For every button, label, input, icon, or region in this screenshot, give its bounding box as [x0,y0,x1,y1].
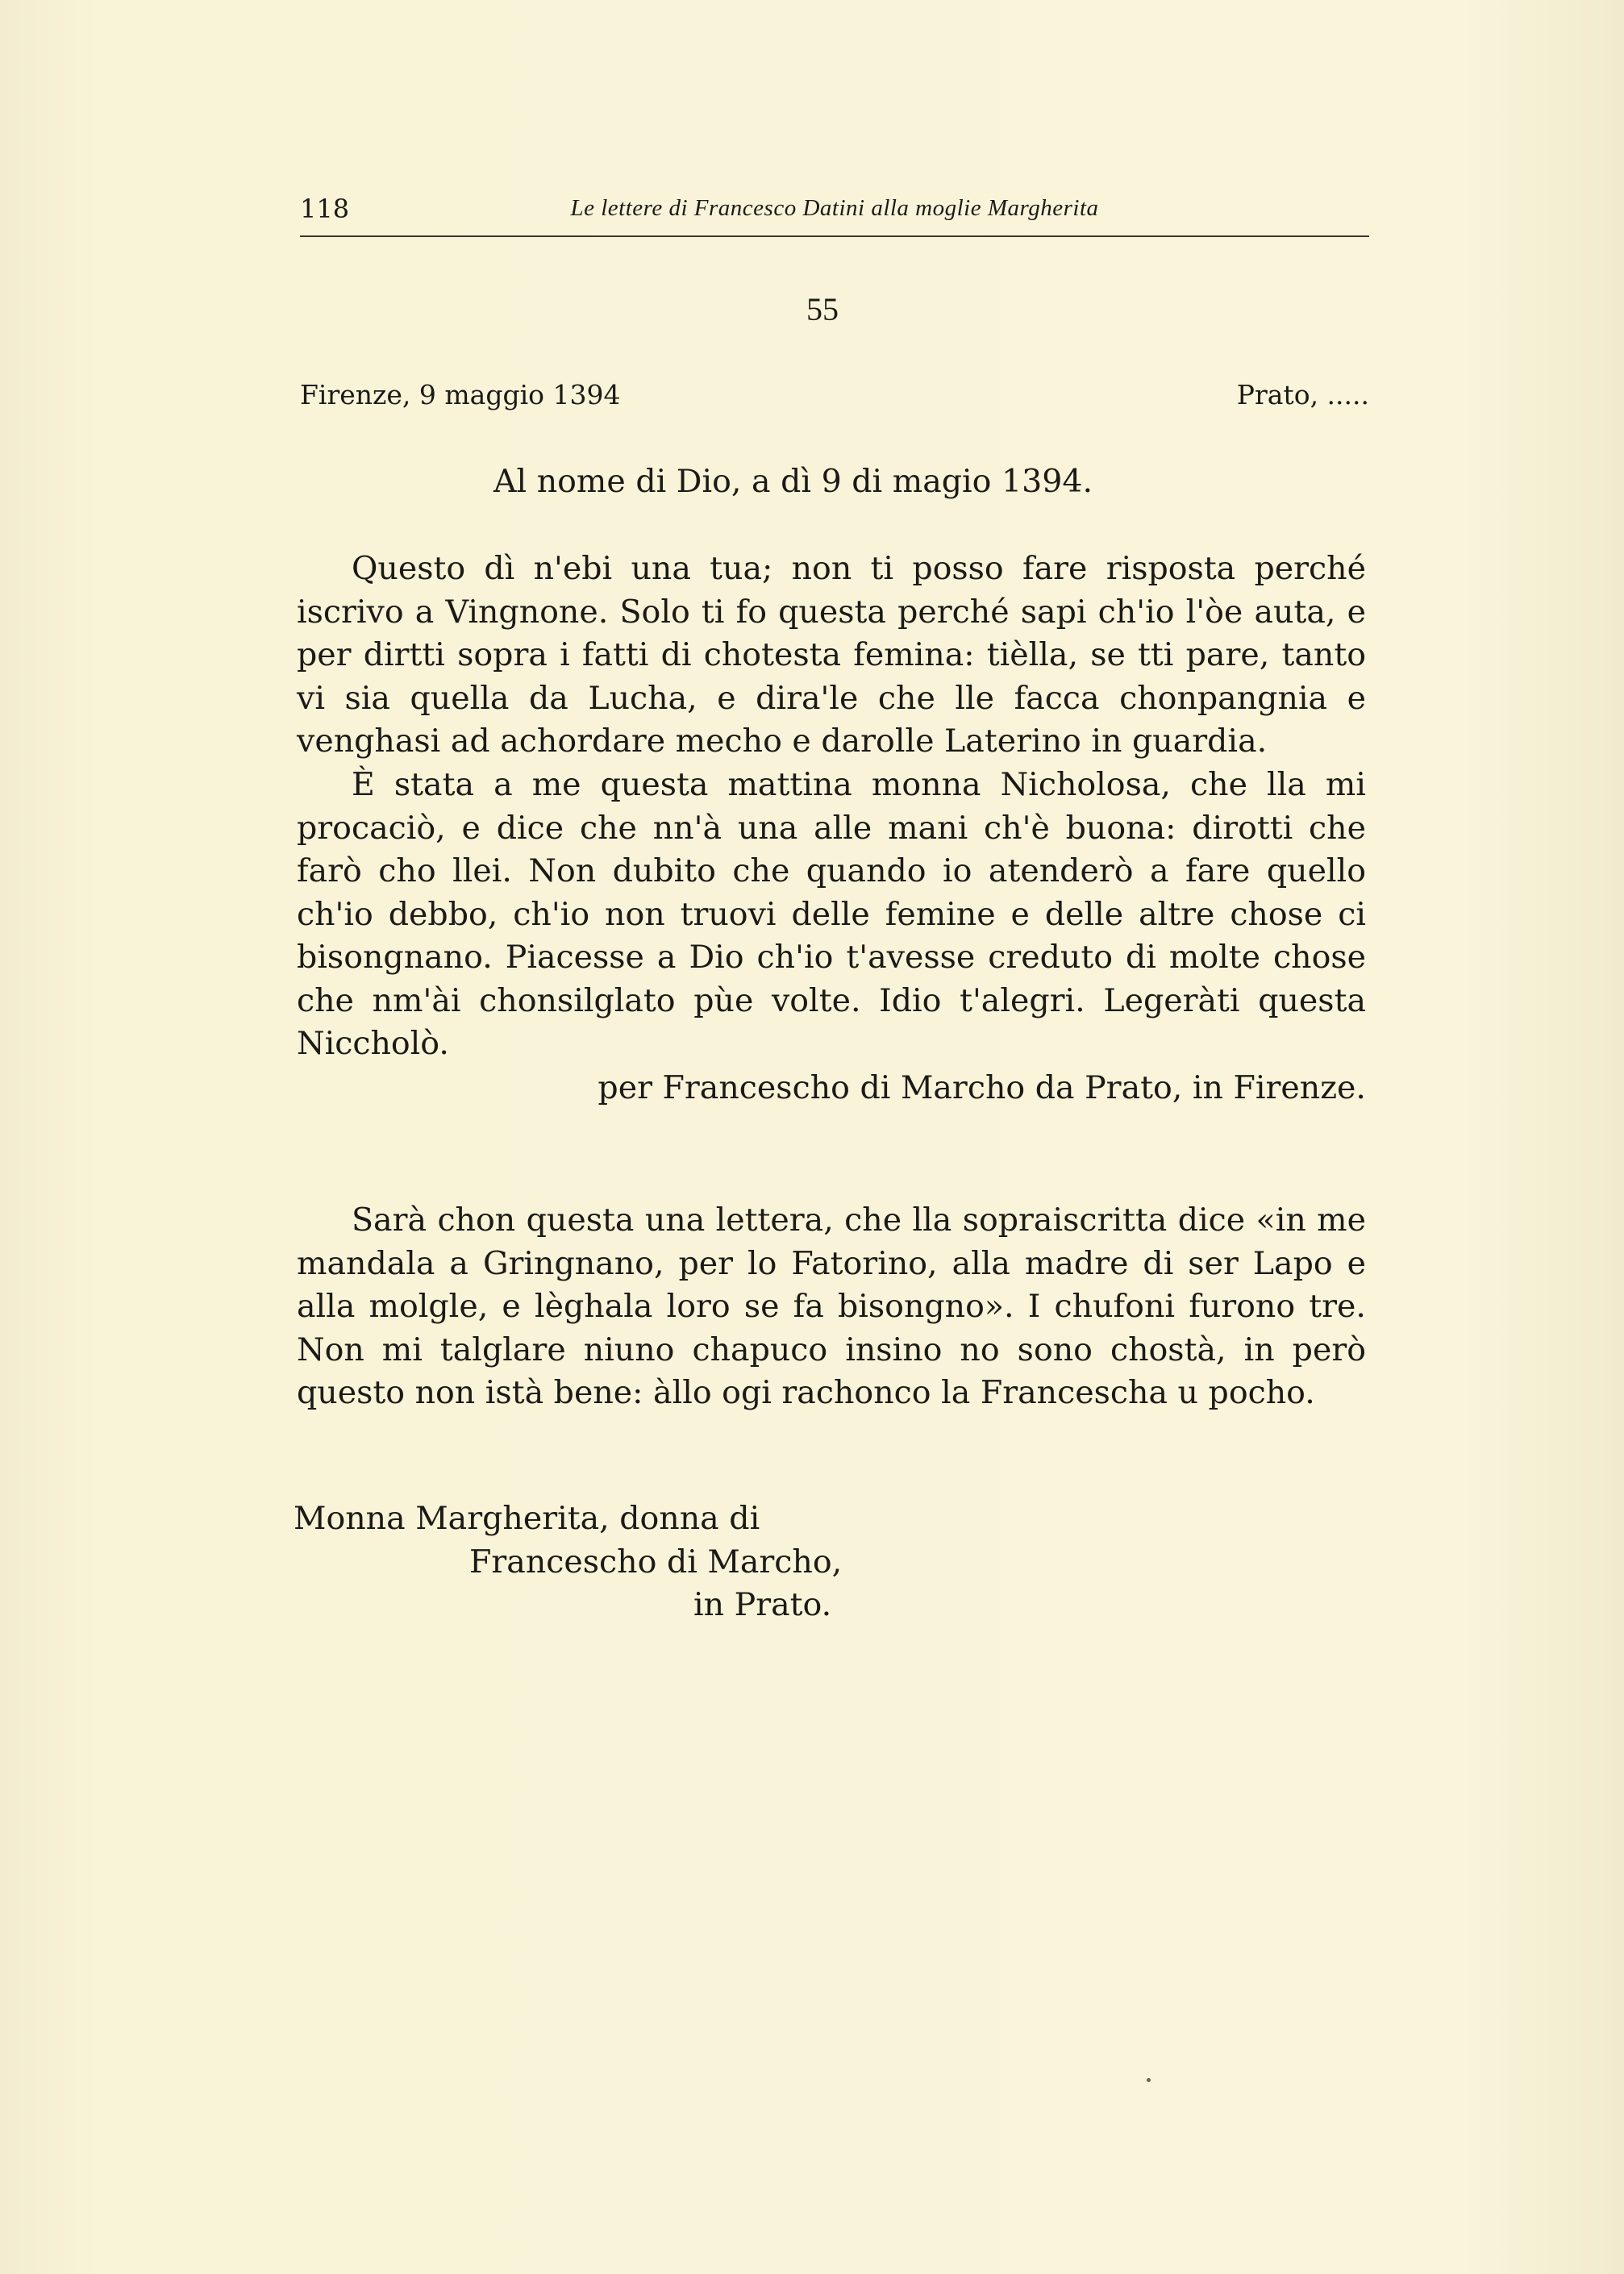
page-number: 118 [300,194,350,224]
letter-paragraph-1: Questo dì n'ebi una tua; non ti posso fare risposta perché iscrivo a Vingnone. Solo ti fo questa perché sapi ch'io l'òe auta, e per dirtti sopra i fatti di chotesta femina: tièlla, se tti pare, tanto vi sia quella da Lucha, e dira'le che lle facca chonpangnia e venghasi ad achordare mecho e darolle Laterino in guardia. [297,550,1366,760]
address-line-1: Monna Margherita, donna di [294,1500,760,1537]
page-header [300,194,1369,237]
dateline-destination: Prato, ..... [1236,379,1369,410]
letter-signature: per Francescho di Marcho da Prato, in Firenze. [598,1069,1366,1106]
letter-salutation: Al nome di Dio, a dì 9 di magio 1394. [493,463,1093,500]
letter-postscript: Sarà chon questa una lettera, che lla sopraiscritta dice «in me mandala a Gringnano, per lo Fatorino, alla madre di ser Lapo e alla molgle, e lèghala loro se fa bisongno». I chufoni furono tre. Non mi talglare niuno chapuco insino no sono chostà, in però questo non istà bene: àllo ogi rachonco la Francescha u pocho. [297,1202,1366,1411]
paper-speck [1147,2078,1151,2082]
address-line-3: in Prato. [693,1586,832,1623]
running-title: Le lettere di Francesco Datini alla moglie Margherita [570,195,1099,221]
letter-number: 55 [806,291,839,327]
letter-paragraph-2: È stata a me questa mattina monna Nicholosa, che lla mi procaciò, e dice che nn'à una alle mani ch'è buona: dirotti che farò cho llei. Non dubito che quando io atenderò a fare quello ch'io debbo, ch'io non truovi delle femine e delle altre chose ci bisongnano. Piacesse a Dio ch'io t'avesse creduto di molte chose che nm'ài chonsilglato pùe volte. Idio t'alegri. Legeràti questa Niccholò. [297,766,1366,1062]
dateline-place-date: Firenze, 9 maggio 1394 [300,379,621,410]
letter-address [294,1497,858,1627]
address-line-2: Francescho di Marcho, [469,1543,843,1581]
